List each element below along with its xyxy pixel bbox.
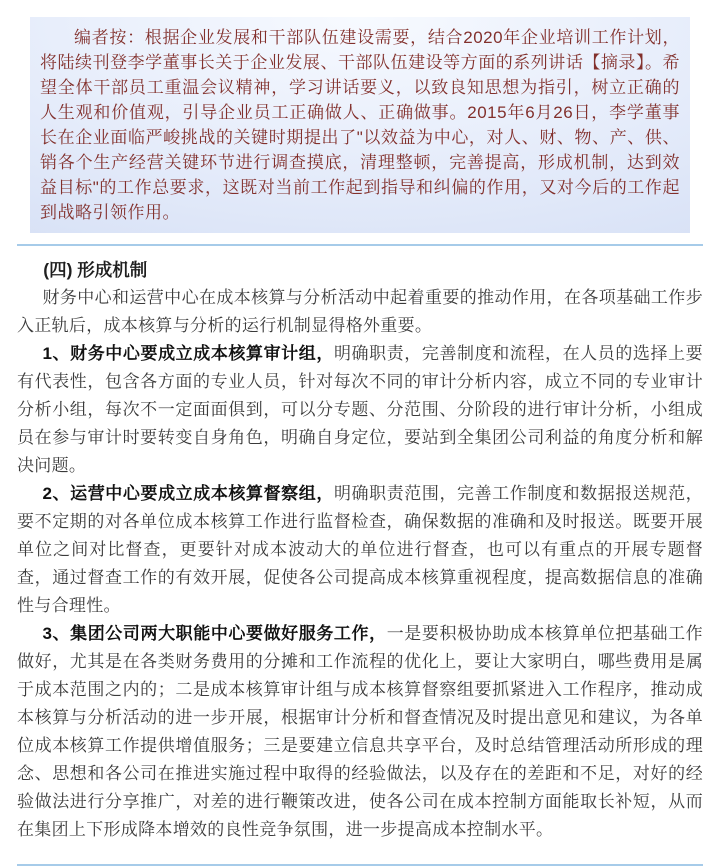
paragraph [17, 480, 703, 620]
paragraph-lead: 1、财务中心要成立成本核算审计组， [42, 344, 334, 363]
paragraph [17, 620, 703, 844]
editor-note-box [30, 17, 690, 233]
paragraph-text: 财务中心和运营中心在成本核算与分析活动中起着重要的推动作用，在各项基础工作步入正轨后，成本核算与分析的运行机制显得格外重要。 [17, 288, 703, 335]
paragraph-lead: 3、集团公司两大职能中心要做好服务工作， [42, 624, 387, 643]
paragraph-lead: 2、运营中心要成立成本核算督察组， [42, 484, 334, 503]
paragraph [17, 284, 703, 340]
editor-note-text: 编者按：根据企业发展和干部队伍建设需要，结合2020年企业培训工作计划，将陆续刊登李学董事长关于企业发展、干部队伍建设等方面的系列讲话【摘录】。希望全体干部员工重温会议精神，学习讲话要义，以致良知思想为指引，树立正确的人生观和价值观，引导企业员工正确做人、正确做事。2015年6月26日，李学董事长在企业面临严峻挑战的关键时期提出了"以效益为中心，对人、财、物、产、供、销各个生产经营关键环节进行调查摸底，清理整顿，完善提高，形成机制，达到效益目标"的工作总要求，这既对当前工作起到指导和纠偏的作用，又对今后的工作起到战略引领作用。 [40, 28, 680, 222]
paragraph-text: 一是要积极协助成本核算单位把基础工作做好，尤其是在各类财务费用的分摊和工作流程的优化上，要让大家明白，哪些费用是属于成本范围之内的；二是成本核算审计组与成本核算督察组要抓紧进入工作程序，推动成本核算与分析活动的进一步开展，根据审计分析和督查情况及时提出意见和建议，为各单位成本核算工作提供增值服务；三是要建立信息共享平台，及时总结管理活动所形成的理念、思想和各公司在推进实施过程中取得的经验做法，以及存在的差距和不足，对好的经验做法进行分享推广，对差的进行鞭策改进，使各公司在成本控制方面能取长补短，从而在集团上下形成降本增效的良性竞争氛围，进一步提高成本控制水平。 [17, 624, 703, 839]
paragraph-text: 明确职责范围，完善工作制度和数据报送规范，要不定期的对各单位成本核算工作进行监督检查，确保数据的准确和及时报送。既要开展单位之间对比督查，更要针对成本波动大的单位进行督查，也可以有重点的开展专题督查，通过督查工作的有效开展，促使各公司提高成本核算重视程度，提高数据信息的准确性与合理性。 [17, 484, 703, 615]
paragraph [17, 340, 703, 480]
section-heading: (四) 形成机制 [43, 260, 148, 280]
paragraph-text: 明确职责，完善制度和流程，在人员的选择上要有代表性，包含各方面的专业人员，针对每次不同的审计分析内容，成立不同的专业审计分析小组，每次不一定面面俱到，可以分专题、分范围、分阶段的进行审计分析，小组成员在参与审计时要转变自身角色，明确自身定位，要站到全集团公司利益的角度分析和解决问题。 [17, 344, 703, 475]
article-body [17, 244, 703, 866]
